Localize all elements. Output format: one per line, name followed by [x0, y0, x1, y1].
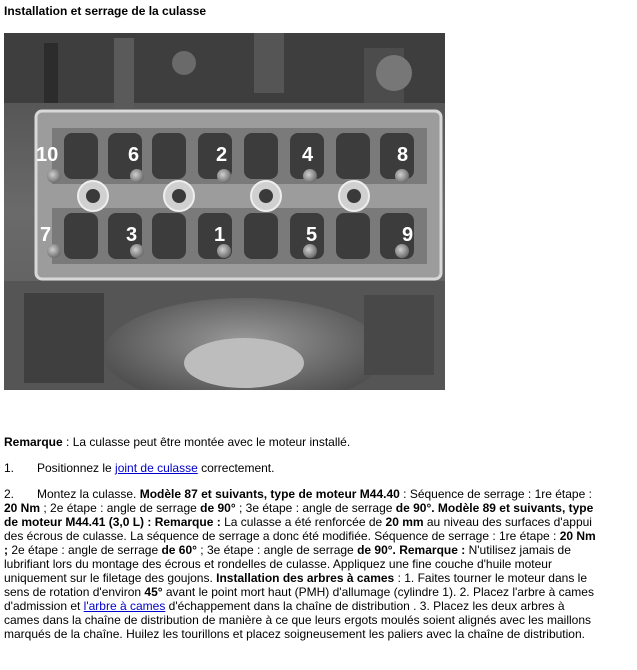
step-2-text: avant le point mort haut (PMH) d'allumage (cylindre 1). 2. Placez l'arbre à cames d'admission et	[4, 585, 594, 613]
step-2-text: ; 3e étape : angle de serrage	[196, 543, 358, 557]
bolt-label-1: 1	[214, 224, 226, 246]
head-gasket-link[interactable]: joint de culasse	[115, 461, 198, 475]
remark-label: Remarque	[4, 435, 63, 449]
step-2-bold: 20 mm	[385, 515, 424, 529]
page-title: Installation et serrage de la culasse	[4, 4, 207, 18]
step-2-number: 2.	[4, 487, 15, 501]
step-2-text: : Séquence de serrage : 1re étape :	[399, 487, 592, 501]
bolt-label-5: 5	[306, 224, 318, 246]
step-2	[4, 487, 600, 641]
step-1-text: Positionnez le	[37, 461, 116, 475]
bolt-label-10: 10	[36, 144, 59, 166]
step-2-bold: 45°	[144, 585, 163, 599]
step-2-text: ; 2e étape : angle de serrage	[40, 501, 201, 515]
step-2-text: 2e étape : angle de serrage	[8, 543, 162, 557]
step-2-text: La culasse a été renforcée de	[220, 515, 386, 529]
step-2-text: d'échappement dans la chaîne de distribution . 3. Placez les deux arbres à cames dans la chaîne de distribution de manière à ce que leurs ergots moulés soient alignés avec les maillons marqués de la chaîne. Huilez les tourillons et placez soigneusement les paliers avec la chaîne de distribution.	[4, 599, 591, 641]
bolt-label-4: 4	[302, 144, 314, 166]
step-1-number: 1.	[4, 461, 15, 475]
bolt-label-7: 7	[40, 224, 52, 246]
bolt-label-3: 3	[126, 224, 138, 246]
step-2-bold: Modèle 87 et suivants, type de moteur M44.40	[139, 487, 400, 501]
cylinder-head-photo	[4, 33, 445, 390]
step-2-bold: de 90°. Modèle 89 et suivants, type de moteur M44.41 (3,0 L) : Remarque :	[4, 501, 594, 529]
step-2-text: N'utilisez jamais de lubrifiant lors du montage des écrous et rondelles de culasse. Appliquez une fine couche d'huile moteur uniquement sur le filetage des goujons.	[4, 543, 571, 585]
step-2-text: ; 3e étape : angle de serrage	[235, 501, 396, 515]
step-2-text: : 1. Faites tourner le moteur dans le sens de rotation d'environ	[4, 571, 587, 599]
step-2-bold: 20 Nm	[4, 501, 41, 515]
step-2-bold: de 90°	[200, 501, 236, 515]
instructions	[4, 435, 600, 653]
step-1-text-end: correctement.	[197, 461, 275, 475]
step-2-bold: de 90°. Remarque :	[357, 543, 466, 557]
step-2-text: au niveau des surfaces d'appui des écrous de culasse. La séquence de serrage a donc été modifiée. Séquence de serrage : 1re étape :	[4, 515, 592, 543]
remark-paragraph	[4, 435, 600, 449]
bolt-label-6: 6	[128, 144, 140, 166]
camshaft-link[interactable]: l'arbre à cames	[83, 599, 166, 613]
step-1	[4, 461, 600, 475]
step-2-bold: de 60°	[161, 543, 197, 557]
bolt-label-9: 9	[402, 224, 414, 246]
step-2-bold: Installation des arbres à cames	[216, 571, 395, 585]
step-2-bold: 20 Nm ;	[4, 529, 596, 557]
remark-text: : La culasse peut être montée avec le moteur installé.	[62, 435, 351, 449]
step-2-text: Montez la culasse.	[37, 487, 140, 501]
bolt-label-8: 8	[397, 144, 409, 166]
bolt-label-2: 2	[216, 144, 228, 166]
